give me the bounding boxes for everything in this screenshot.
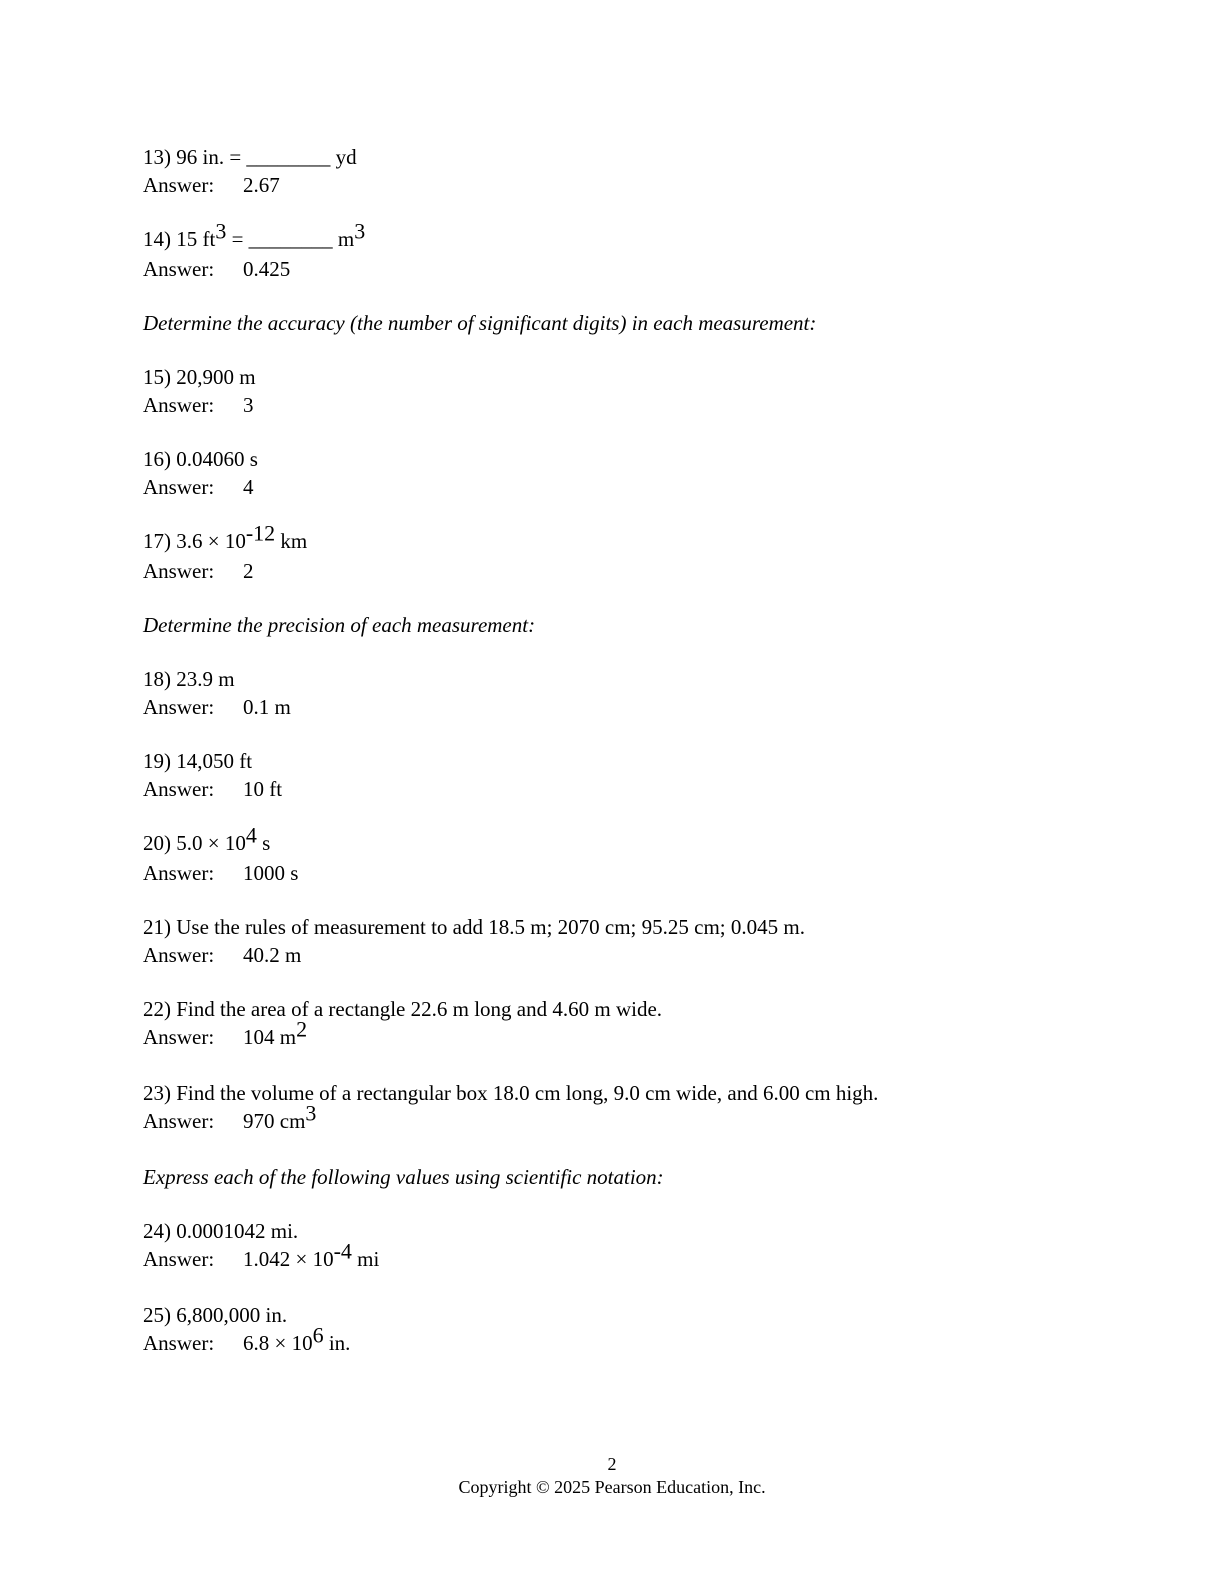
- answer-14: [143, 255, 1083, 283]
- question-text: 24) 0.0001042 mi.: [143, 1219, 299, 1243]
- question-text: 17) 3.6 × 10: [143, 529, 246, 553]
- answer-value: mi: [351, 1247, 380, 1271]
- answer-22: [143, 1016, 1083, 1053]
- question-text: = ________ m: [226, 227, 355, 251]
- question-text: 19) 14,050 ft: [143, 749, 253, 773]
- answer-18: [143, 693, 1083, 721]
- question-text: 23) Find the volume of a rectangular box 18.0 cm long, 9.0 cm wide, and 6.00 cm high.: [143, 1081, 879, 1105]
- question-15: [143, 363, 1083, 391]
- answer-value: 10 ft: [243, 777, 283, 801]
- answer-label: Answer:: [143, 257, 215, 281]
- answer-label: Answer:: [143, 393, 215, 417]
- answer-17: [143, 557, 1083, 585]
- answer-24: [143, 1238, 1083, 1275]
- answer-label: Answer:: [143, 1025, 215, 1049]
- exponent: 3: [354, 218, 366, 244]
- instruction-precision: Determine the precision of each measurement:: [143, 613, 536, 637]
- answer-value: 6.8 × 10: [243, 1331, 313, 1355]
- question-13: [143, 143, 1083, 171]
- question-16: [143, 445, 1083, 473]
- answer-label: Answer:: [143, 777, 215, 801]
- worksheet-page: [143, 143, 1083, 1359]
- question-18: [143, 665, 1083, 693]
- answer-value: 1000 s: [243, 861, 299, 885]
- answer-21: [143, 941, 1083, 969]
- answer-label: Answer:: [143, 943, 215, 967]
- answer-15: [143, 391, 1083, 419]
- answer-16: [143, 473, 1083, 501]
- instruction-accuracy: Determine the accuracy (the number of significant digits) in each measurement:: [143, 311, 817, 335]
- answer-label: Answer:: [143, 475, 215, 499]
- answer-value: 970 cm: [243, 1109, 306, 1133]
- answer-value: 104 m: [243, 1025, 297, 1049]
- question-text: 18) 23.9 m: [143, 667, 235, 691]
- answer-value: in.: [323, 1331, 351, 1355]
- answer-label: Answer:: [143, 1331, 215, 1355]
- answer-value: 1.042 × 10: [243, 1247, 334, 1271]
- answer-value: 40.2 m: [243, 943, 302, 967]
- answer-20: [143, 859, 1083, 887]
- exponent: 4: [245, 822, 257, 848]
- question-25: [143, 1301, 1083, 1329]
- question-24: [143, 1217, 1083, 1245]
- exponent: 3: [305, 1100, 317, 1126]
- question-text: 22) Find the area of a rectangle 22.6 m long and 4.60 m wide.: [143, 997, 663, 1021]
- question-23: [143, 1079, 1083, 1107]
- exponent: 2: [296, 1016, 308, 1042]
- answer-value: 2.67: [243, 173, 280, 197]
- exponent: 3: [215, 218, 227, 244]
- question-14: [143, 218, 1083, 255]
- question-17: [143, 520, 1083, 557]
- answer-label: Answer:: [143, 695, 215, 719]
- answer-label: Answer:: [143, 1247, 215, 1271]
- answer-value: 0.1 m: [243, 695, 291, 719]
- answer-13: [143, 171, 1083, 199]
- instruction-scientific-notation: Express each of the following values using scientific notation:: [143, 1165, 664, 1189]
- answer-label: Answer:: [143, 1109, 215, 1133]
- question-text: km: [275, 529, 308, 553]
- question-text: 14) 15 ft: [143, 227, 216, 251]
- question-text: 13) 96 in. = ________ yd: [143, 145, 357, 169]
- answer-value: 0.425: [243, 257, 291, 281]
- answer-value: 4: [243, 475, 254, 499]
- question-21: [143, 913, 1083, 941]
- question-text: 21) Use the rules of measurement to add 18.5 m; 2070 cm; 95.25 cm; 0.045 m.: [143, 915, 805, 939]
- question-text: 16) 0.04060 s: [143, 447, 258, 471]
- answer-23: [143, 1100, 1083, 1137]
- question-text: 15) 20,900 m: [143, 365, 256, 389]
- question-text: 25) 6,800,000 in.: [143, 1303, 288, 1327]
- question-20: [143, 822, 1083, 859]
- exponent: 6: [312, 1322, 324, 1348]
- question-19: [143, 747, 1083, 775]
- question-22: [143, 995, 1083, 1023]
- exponent: -12: [245, 520, 276, 546]
- answer-label: Answer:: [143, 861, 215, 885]
- answer-19: [143, 775, 1083, 803]
- exponent: -4: [333, 1238, 352, 1264]
- answer-value: 2: [243, 559, 254, 583]
- answer-25: [143, 1322, 1083, 1359]
- page-number: 2: [607, 1454, 617, 1474]
- answer-label: Answer:: [143, 173, 215, 197]
- answer-value: 3: [243, 393, 254, 417]
- question-text: s: [256, 831, 271, 855]
- question-text: 20) 5.0 × 10: [143, 831, 246, 855]
- answer-label: Answer:: [143, 559, 215, 583]
- copyright-notice: Copyright © 2025 Pearson Education, Inc.: [458, 1477, 766, 1497]
